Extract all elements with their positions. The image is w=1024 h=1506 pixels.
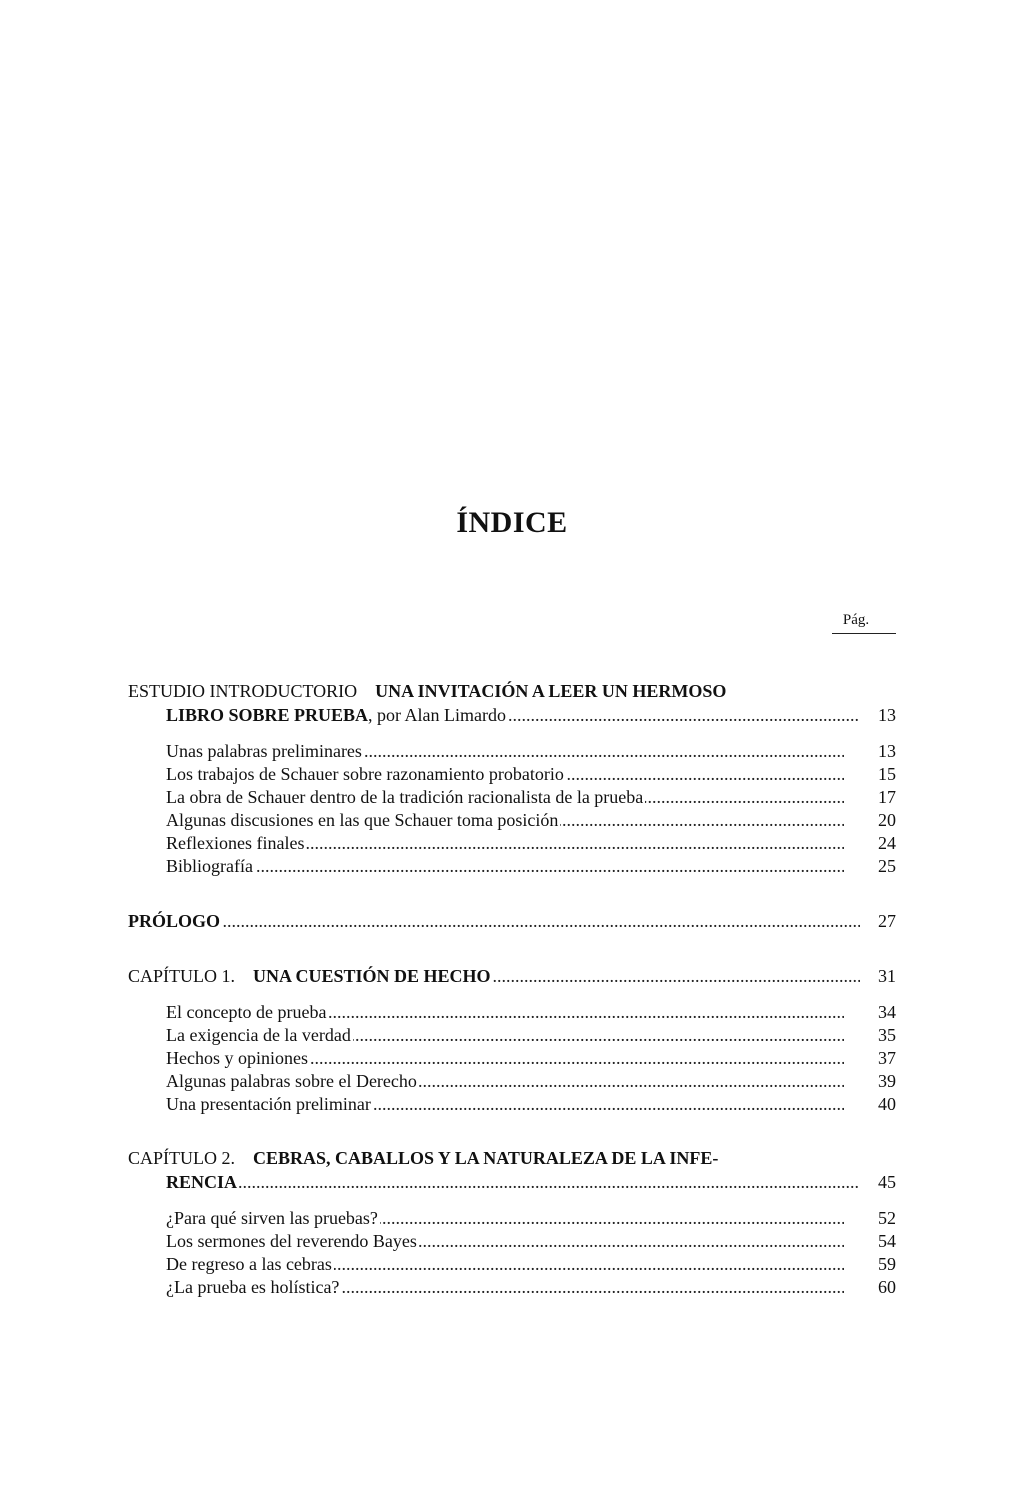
- section-title: UNA INVITACIÓN A LEER UN HERMOSO: [375, 681, 727, 701]
- leader-dots: [128, 909, 860, 933]
- toc-entry[interactable]: [0, 762, 1024, 786]
- page-number: 27: [878, 911, 896, 931]
- page-number: 45: [878, 1172, 896, 1192]
- entry-text: Bibliografía: [166, 856, 253, 876]
- entry-text: Hechos y opiniones: [166, 1048, 308, 1068]
- section-label: CAPÍTULO 2.: [128, 1148, 235, 1168]
- toc-entry[interactable]: [0, 785, 1024, 809]
- toc-entry[interactable]: [0, 1000, 1024, 1024]
- entry-text: Reflexiones finales: [166, 833, 305, 853]
- section-title: PRÓLOGO: [128, 911, 221, 931]
- page-number: 39: [878, 1071, 896, 1091]
- entry-text: La obra de Schauer dentro de la tradición racionalista de la prueba: [166, 787, 644, 807]
- entry-text: Algunas discusiones en las que Schauer toma posición: [166, 810, 559, 830]
- page-number: 40: [878, 1094, 896, 1114]
- toc-section-estudio-heading[interactable]: [0, 679, 1024, 703]
- page-number: 13: [878, 705, 896, 725]
- entry-text: ¿La prueba es holística?: [166, 1277, 340, 1297]
- page-number: 54: [878, 1231, 896, 1251]
- entry-text: Unas palabras preliminares: [166, 741, 362, 761]
- toc-entry[interactable]: [0, 1170, 1024, 1194]
- leader-dots: [166, 854, 844, 878]
- toc-entry[interactable]: [0, 1023, 1024, 1047]
- toc-entry[interactable]: [0, 739, 1024, 763]
- entry-text: La exigencia de la verdad: [166, 1025, 351, 1045]
- page-number: 17: [878, 787, 896, 807]
- toc-entry[interactable]: [0, 703, 1024, 727]
- toc-entry[interactable]: [0, 831, 1024, 855]
- entry-text: Algunas palabras sobre el Derecho: [166, 1071, 417, 1091]
- page-number: 13: [878, 741, 896, 761]
- section-title: CEBRAS, CABALLOS Y LA NATURALEZA DE LA INFE-: [253, 1148, 719, 1168]
- section-byline: , por Alan Limardo: [368, 705, 507, 725]
- page-number: 59: [878, 1254, 896, 1274]
- section-title: RENCIA: [166, 1172, 238, 1192]
- toc-entry[interactable]: [0, 1092, 1024, 1116]
- page-number: 35: [878, 1025, 896, 1045]
- section-title: UNA CUESTIÓN DE HECHO: [253, 966, 491, 986]
- page-number: 25: [878, 856, 896, 876]
- entry-text: Una presentación preliminar: [166, 1094, 371, 1114]
- toc-entry[interactable]: [0, 1069, 1024, 1093]
- toc-entry[interactable]: [0, 1206, 1024, 1230]
- page-number: 24: [878, 833, 896, 853]
- toc-entry[interactable]: [0, 1229, 1024, 1253]
- entry-text: Los trabajos de Schauer sobre razonamiento probatorio: [166, 764, 564, 784]
- toc-section-cap2-heading[interactable]: [0, 1146, 1024, 1170]
- page-column-label: Pág.: [832, 612, 896, 634]
- toc-entry[interactable]: [0, 1275, 1024, 1299]
- section-label: CAPÍTULO 1.: [128, 966, 235, 986]
- page-number: 34: [878, 1002, 896, 1022]
- section-label: ESTUDIO INTRODUCTORIO: [128, 681, 358, 701]
- page-title: ÍNDICE: [456, 506, 568, 539]
- page-number: 52: [878, 1208, 896, 1228]
- toc-section-cap1[interactable]: [0, 964, 1024, 988]
- toc-entry[interactable]: [0, 854, 1024, 878]
- toc-entry[interactable]: [0, 1046, 1024, 1070]
- entry-text: El concepto de prueba: [166, 1002, 327, 1022]
- entry-text: Los sermones del reverendo Bayes: [166, 1231, 417, 1251]
- toc-section-prologo[interactable]: [0, 909, 1024, 933]
- page-number: 20: [878, 810, 896, 830]
- leader-dots: [166, 1170, 860, 1194]
- section-title: LIBRO SOBRE PRUEBA: [166, 705, 369, 725]
- entry-text: ¿Para qué sirven las pruebas?: [166, 1208, 378, 1228]
- page-number: 37: [878, 1048, 896, 1068]
- page-number: 15: [878, 764, 896, 784]
- toc-entry[interactable]: [0, 1252, 1024, 1276]
- page-number: 60: [878, 1277, 896, 1297]
- entry-text: De regreso a las cebras: [166, 1254, 332, 1274]
- page-number: 31: [878, 966, 896, 986]
- toc-entry[interactable]: [0, 808, 1024, 832]
